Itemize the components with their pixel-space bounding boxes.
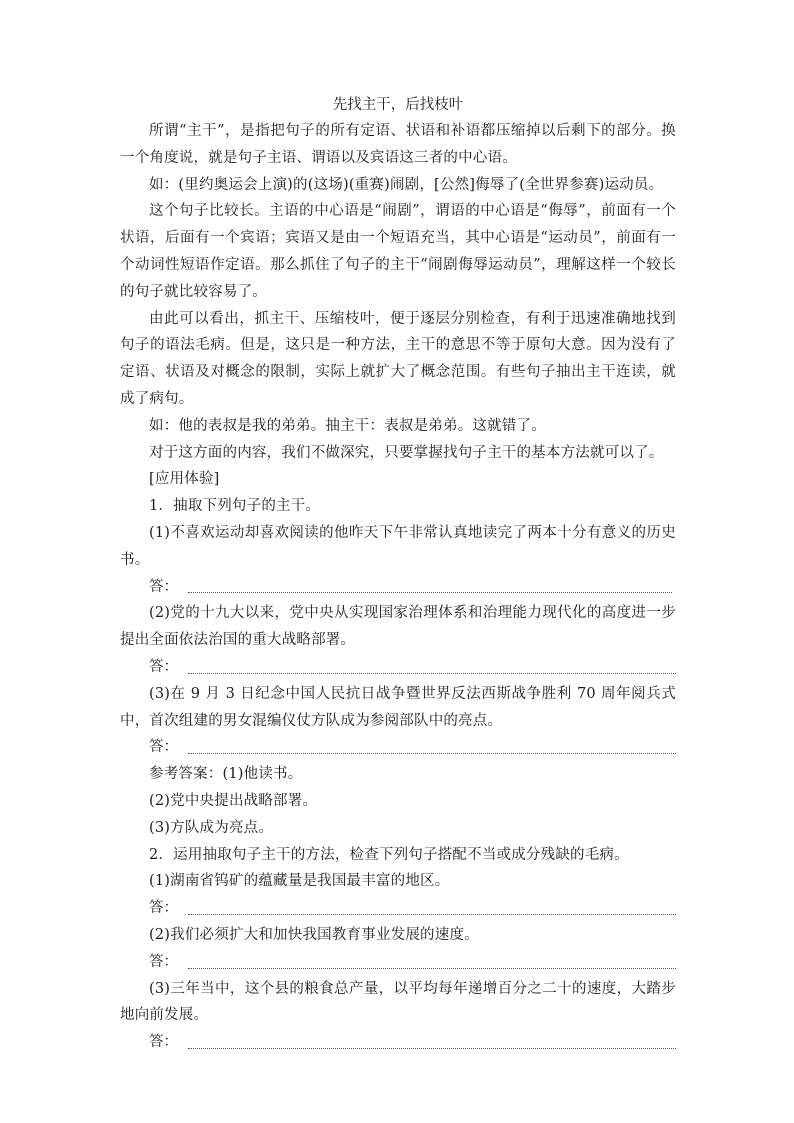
reference-answer-2: (2)党中央提出战略部署。	[149, 792, 318, 809]
answer-label: 答：	[149, 953, 178, 970]
answer-label: 答：	[149, 900, 178, 917]
answer-blank[interactable]	[188, 592, 672, 593]
answer-line[interactable]	[120, 949, 676, 976]
document-page	[120, 92, 676, 1056]
paragraph-counterexample: 如：他的表叔是我的弟弟。抽主干：表叔是弟弟。这就错了。	[149, 417, 546, 434]
answer-blank[interactable]	[188, 673, 676, 674]
paragraph-conclusion: 由此可以看出，抓主干、压缩枝叶，便于逐层分别检查，有利于迅速准确地找到句子的语法毛病。但是，这只是一种方法，主干的意思不等于原句大意。因为没有了定语、状语及对概念的限制，实际上就扩大了概念范围。有些句子抽出主干连读，就成了病句。	[120, 310, 676, 407]
answer-line[interactable]	[120, 734, 676, 761]
answer-line[interactable]	[120, 574, 676, 601]
answer-label: 答：	[149, 578, 178, 595]
answer-blank[interactable]	[188, 914, 676, 915]
question-1-item-3: (3)在 9 月 3 日纪念中国人民抗日战争暨世界反法西斯战争胜利 70 周年阅兵式中，首次组建的男女混编仪仗方队成为参阅部队中的亮点。	[120, 685, 676, 729]
paragraph-summary: 对于这方面的内容，我们不做深究，只要掌握找句子主干的基本方法就可以了。	[149, 444, 664, 461]
answer-line[interactable]	[120, 1029, 676, 1056]
answer-label: 答：	[149, 1034, 178, 1051]
answer-label: 答：	[149, 739, 178, 756]
question-2-item-1: (1)湖南省钨矿的蕴藏量是我国最丰富的地区。	[149, 873, 450, 890]
question-2-item-3: (3)三年当中，这个县的粮食总产量，以平均每年递增百分之二十的速度，大踏步地向前发展。	[120, 980, 676, 1024]
paragraph-example: 如：(里约奥运会上演)的(这场)(重赛)闹剧，[公然]侮辱了(全世界参赛)运动员。	[149, 176, 664, 193]
answer-blank[interactable]	[188, 968, 676, 969]
page-title: 先找主干，后找枝叶	[332, 97, 464, 113]
answer-blank[interactable]	[188, 1048, 676, 1049]
answer-line[interactable]	[120, 895, 676, 922]
question-2-prompt: 2．运用抽取句子主干的方法，检查下列句子搭配不当或成分残缺的毛病。	[149, 846, 629, 863]
paragraph-definition: 所谓“主干”，是指把句子的所有定语、状语和补语都压缩掉以后剩下的部分。换一个角度说，就是句子主语、谓语以及宾语这三者的中心语。	[120, 123, 676, 166]
question-1-item-2: (2)党的十九大以来，党中央从实现国家治理体系和治理能力现代化的高度进一步提出全面依法治国的重大战略部署。	[120, 605, 676, 649]
paragraph-analysis: 这个句子比较长。主语的中心语是“闹剧”，谓语的中心语是“侮辱”，前面有一个状语，后面有一个宾语；宾语又是由一个短语充当，其中心语是“运动员”，前面有一个动词性短语作定语。那么抓住了句子的主干“闹剧侮辱运动员”，理解这样一个较长的句子就比较容易了。	[120, 203, 676, 300]
reference-answer-3: (3)方队成为亮点。	[149, 819, 274, 836]
question-1-prompt: 1．抽取下列句子的主干。	[149, 498, 321, 515]
question-1-item-1: (1)不喜欢运动却喜欢阅读的他昨天下午非常认真地读完了两本十分有意义的历史书。	[120, 524, 676, 568]
answer-line[interactable]	[120, 654, 676, 681]
practice-heading: [应用体验]	[149, 471, 220, 488]
question-2-item-2: (2)我们必须扩大和加快我国教育事业发展的速度。	[149, 926, 479, 943]
reference-answer-1: 参考答案：(1)他读书。	[149, 766, 303, 783]
answer-label: 答：	[149, 658, 178, 675]
answer-blank[interactable]	[188, 753, 676, 754]
